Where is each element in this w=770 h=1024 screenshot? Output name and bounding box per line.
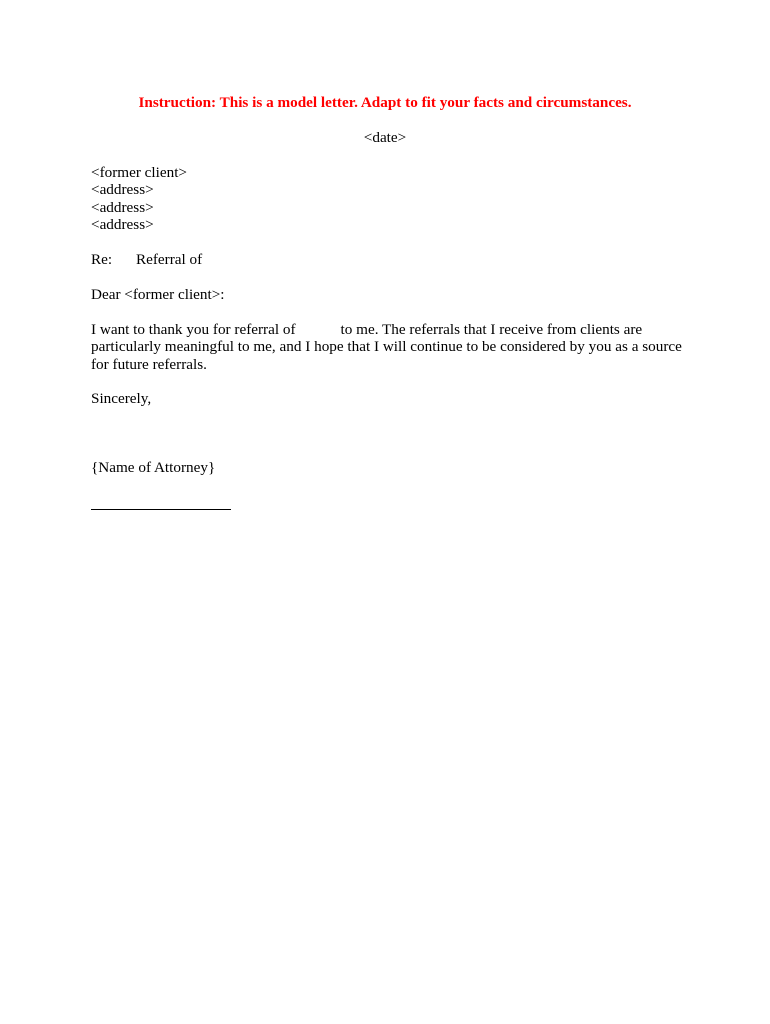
subject-label: Re:: [91, 251, 113, 268]
body-text-after-blank: to me. The referrals that I receive from clients are: [340, 321, 643, 338]
instruction-note: Instruction: This is a model letter. Adapt to fit your facts and circumstances.: [138, 94, 632, 111]
recipient-name: <former client>: [91, 164, 187, 181]
subject-line: [91, 251, 691, 268]
letter-date: <date>: [363, 129, 407, 146]
body-line: particularly meaningful to me, and I hope that I will continue to be considered by you as a source: [91, 338, 682, 356]
address-line: <address>: [91, 181, 154, 199]
letter-body: [91, 321, 691, 373]
signature-line: [91, 509, 231, 510]
subject-text: Referral of: [136, 251, 203, 268]
salutation: Dear <former client>:: [91, 286, 225, 303]
body-line: [91, 321, 691, 338]
body-line: for future referrals.: [91, 355, 207, 373]
address-line: <address>: [91, 215, 154, 233]
signer-name: {Name of Attorney}: [91, 459, 216, 476]
address-line: <address>: [91, 198, 154, 216]
recipient-address-block: [91, 164, 691, 233]
body-text-before-blank: I want to thank you for referral of: [91, 321, 296, 338]
closing: Sincerely,: [91, 390, 152, 407]
